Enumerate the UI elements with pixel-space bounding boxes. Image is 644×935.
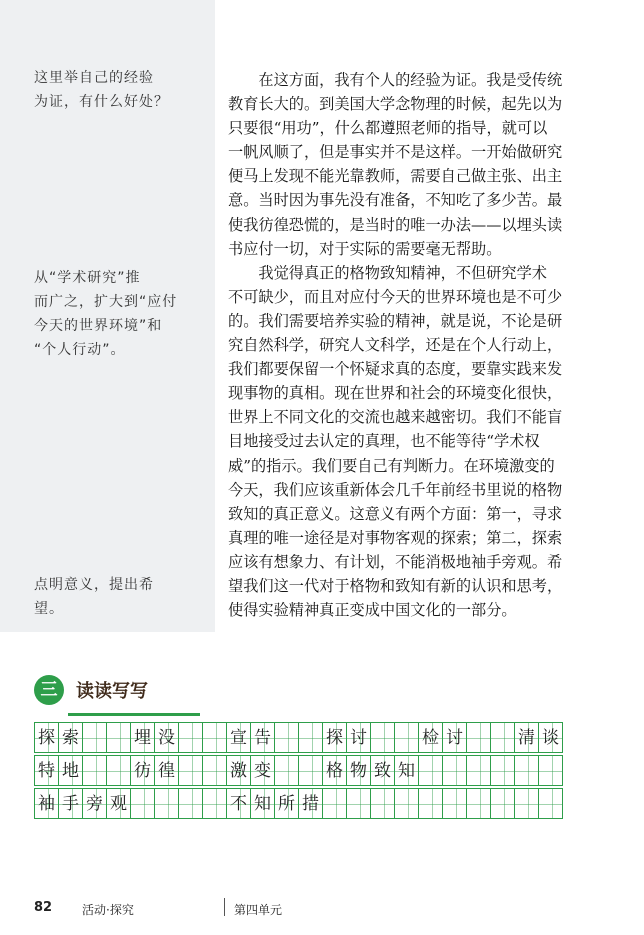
page-footer (34, 900, 614, 920)
footer-section-label: 活动·探究 (82, 903, 134, 917)
grid-cell (370, 788, 395, 819)
body-line: 真理的唯一途径是对事物客观的探索；第二，探索 (228, 528, 563, 547)
grid-cell: 讨 (442, 722, 467, 753)
grid-cell (490, 722, 515, 753)
grid-cell: 袖 (34, 788, 59, 819)
margin-note-line: 而广之，扩大到“应付 (34, 294, 178, 310)
grid-cell: 知 (394, 755, 419, 786)
grid-cell (466, 755, 491, 786)
page-number: 82 (34, 900, 53, 915)
grid-cell: 地 (58, 755, 83, 786)
grid-cell (418, 788, 443, 819)
margin-note-line: 今天的世界环境”和 (34, 318, 163, 334)
body-line: 只要很“用功”，什么都遵照老师的指导，就可以 (228, 119, 548, 138)
grid-cell: 致 (370, 755, 395, 786)
grid-cell: 物 (346, 755, 371, 786)
body-line: 今天，我们应该重新体会几千年前经书里说的格物 (228, 480, 563, 499)
grid-cell: 探 (322, 722, 347, 753)
grid-row (34, 722, 574, 755)
grid-cell (394, 788, 419, 819)
body-line: 究自然科学，研究人文科学，还是在个人行动上， (228, 336, 563, 355)
body-line: 我们都要保留一个怀疑求真的态度，要靠实践来发 (228, 360, 563, 379)
grid-cell (514, 788, 539, 819)
grid-cell (106, 755, 131, 786)
body-line: 威”的指示。我们要自己有判断力。在环境激变的 (228, 456, 555, 475)
grid-cell (202, 722, 227, 753)
margin-note-line: 为证，有什么好处？ (34, 94, 169, 110)
body-line: 现事物的真相。现在世界和社会的环境变化很快， (228, 384, 563, 403)
grid-cell: 变 (250, 755, 275, 786)
body-line: 一帆风顺了，但是事实并不是这样。一开始做研究 (228, 143, 563, 162)
grid-cell (82, 722, 107, 753)
grid-cell (346, 788, 371, 819)
grid-cell: 埋 (130, 722, 155, 753)
grid-cell (514, 755, 539, 786)
grid-cell (178, 722, 203, 753)
margin-note-line: 望。 (34, 601, 64, 617)
margin-note-3 (34, 573, 204, 621)
margin-note-line: 从“学术研究”推 (34, 270, 141, 286)
grid-cell: 观 (106, 788, 131, 819)
grid-cell (466, 722, 491, 753)
grid-cell (370, 722, 395, 753)
grid-cell (466, 788, 491, 819)
margin-note-line: “个人行动”。 (34, 342, 126, 358)
grid-cell: 所 (274, 788, 299, 819)
grid-cell (394, 722, 419, 753)
grid-cell (442, 788, 467, 819)
grid-cell: 索 (58, 722, 83, 753)
grid-cell (298, 722, 323, 753)
grid-cell: 知 (250, 788, 275, 819)
margin-note-1 (34, 66, 204, 114)
grid-cell: 没 (154, 722, 179, 753)
main-text (228, 68, 628, 622)
section-header (34, 675, 334, 709)
grid-cell (202, 755, 227, 786)
grid-cell: 旁 (82, 788, 107, 819)
body-line: 教育长大的。到美国大学念物理的时候，起先以为 (228, 95, 563, 114)
grid-cell (322, 788, 347, 819)
grid-row (34, 788, 574, 821)
body-line: 意。当时因为事先没有准备，不知吃了多少苦。最 (228, 191, 563, 210)
grid-cell: 激 (226, 755, 251, 786)
margin-note-line: 这里举自己的经验 (34, 70, 154, 86)
body-line: 使我彷徨恐慌的，是当时的唯一办法——以埋头读 (228, 215, 563, 234)
body-line: 的。我们需要培养实验的精神，就是说，不论是研 (228, 311, 563, 330)
grid-cell (538, 755, 563, 786)
footer-unit-label: 第四单元 (234, 903, 283, 917)
body-line: 我觉得真正的格物致知精神，不但研究学术 (228, 263, 547, 282)
grid-cell (298, 755, 323, 786)
grid-cell: 措 (298, 788, 323, 819)
body-line: 应该有想象力、有计划，不能消极地袖手旁观。希 (228, 552, 563, 571)
grid-cell (82, 755, 107, 786)
margin-note-2 (34, 266, 204, 362)
body-line: 在这方面，我有个人的经验为证。我是受传统 (228, 71, 563, 89)
grid-cell: 探 (34, 722, 59, 753)
word-writing-grid (34, 722, 574, 821)
body-line: 书应付一切，对于实际的需要毫无帮助。 (228, 239, 502, 258)
grid-cell: 谈 (538, 722, 563, 753)
grid-cell: 手 (58, 788, 83, 819)
grid-cell (178, 755, 203, 786)
grid-cell (274, 722, 299, 753)
section-number-icon: 三 (34, 675, 64, 705)
grid-cell (202, 788, 227, 819)
grid-cell (274, 755, 299, 786)
body-line: 不可缺少，而且对应付今天的世界环境也是不可少 (228, 287, 563, 306)
grid-cell: 不 (226, 788, 251, 819)
grid-cell: 格 (322, 755, 347, 786)
body-line: 世界上不同文化的交流也越来越密切。我们不能盲 (228, 408, 563, 427)
body-line: 使得实验精神真正变成中国文化的一部分。 (228, 601, 517, 620)
grid-cell: 彷 (130, 755, 155, 786)
grid-cell (154, 788, 179, 819)
body-line: 目地接受过去认定的真理，也不能等待“学术权 (228, 432, 540, 451)
grid-cell: 徨 (154, 755, 179, 786)
grid-cell: 宣 (226, 722, 251, 753)
grid-cell (106, 722, 131, 753)
section-title: 读读写写 (76, 681, 148, 702)
grid-cell (178, 788, 203, 819)
grid-cell (490, 788, 515, 819)
grid-cell (130, 788, 155, 819)
grid-cell (538, 788, 563, 819)
grid-cell: 检 (418, 722, 443, 753)
grid-row (34, 755, 574, 788)
grid-cell: 告 (250, 722, 275, 753)
grid-cell (418, 755, 443, 786)
body-line: 望我们这一代对于格物和致知有新的认识和思考， (228, 576, 563, 595)
footer-divider (224, 898, 225, 916)
body-line: 致知的真正意义。这意义有两个方面：第一，寻求 (228, 504, 563, 523)
grid-cell: 讨 (346, 722, 371, 753)
grid-cell: 清 (514, 722, 539, 753)
grid-cell (490, 755, 515, 786)
grid-cell: 特 (34, 755, 59, 786)
section-underline (68, 713, 200, 716)
margin-note-line: 点明意义，提出希 (34, 577, 154, 593)
grid-cell (442, 755, 467, 786)
body-line: 便马上发现不能光靠教师，需要自己做主张、出主 (228, 167, 563, 186)
